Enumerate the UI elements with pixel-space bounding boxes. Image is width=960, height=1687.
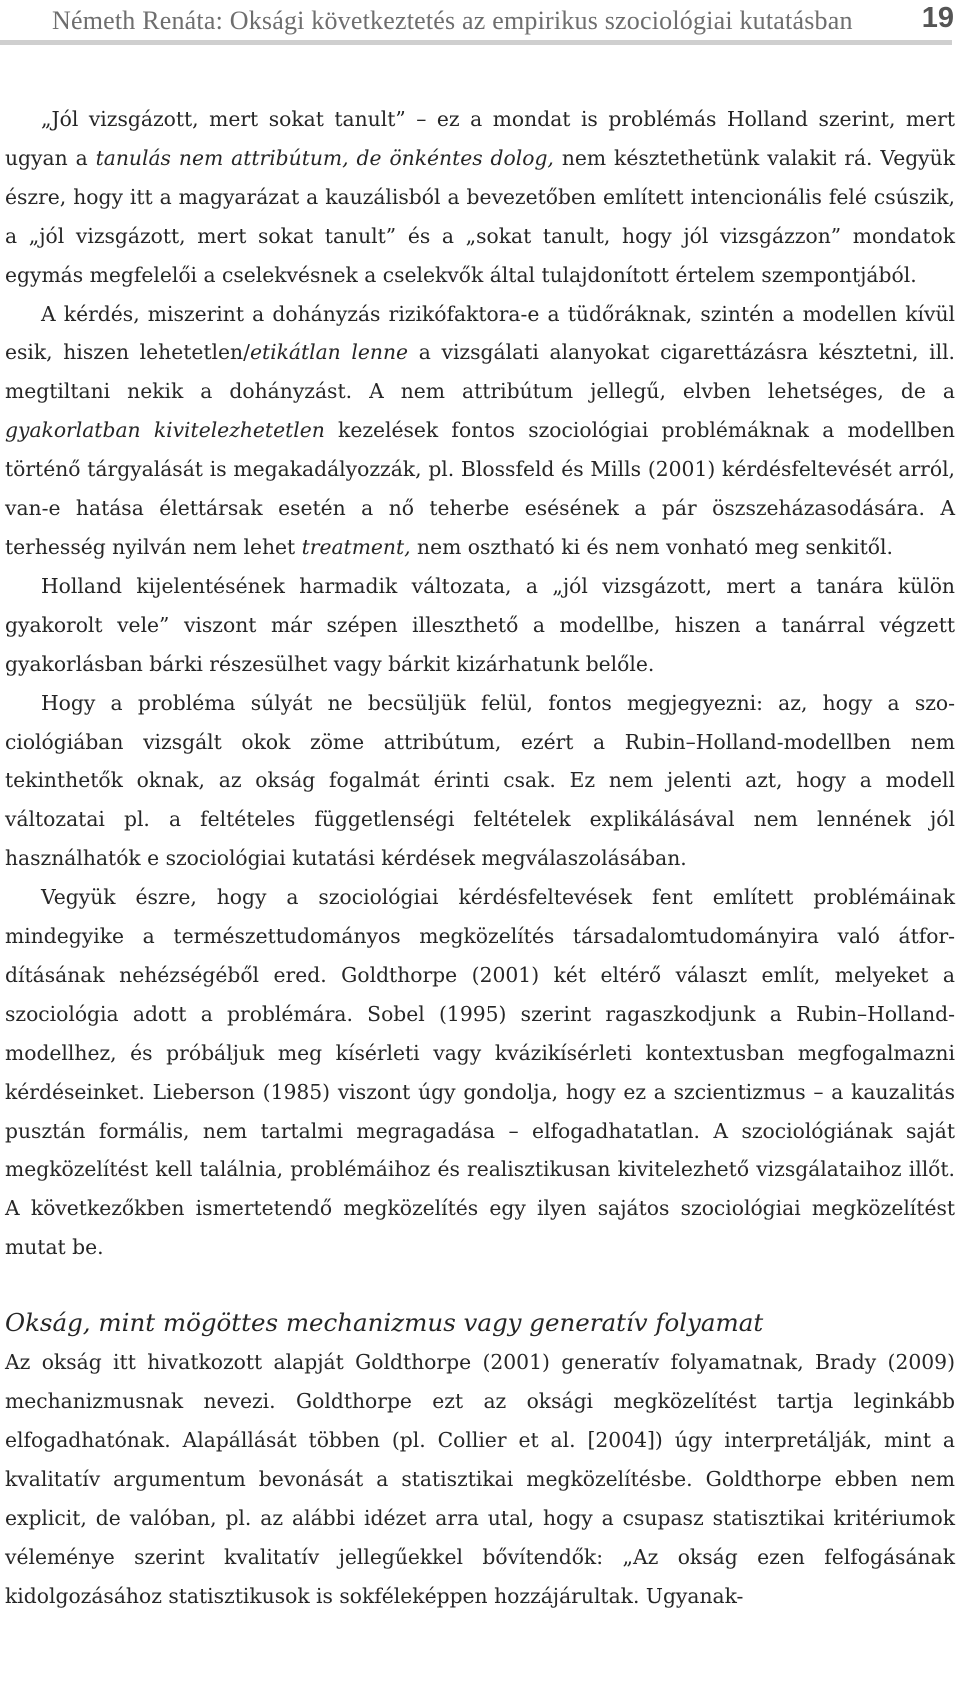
page-number: 19 <box>921 2 954 34</box>
header-title: Németh Renáta: Oksági következtetés az empirikus szociológiai kutatásban <box>52 6 853 35</box>
text-run: Holland kijelentésének harmadik változata, a „jól vizsgázott, mert a tanára külön gyakorolt vele” viszont már szépen illeszthető a modellbe, hiszen a tanárral végzett gyakorlásban bárki részesülhet vagy bárkit kizárhatunk belőle. <box>5 573 955 676</box>
section-paragraph: Az okság itt hivatkozott alapját Goldthorpe (2001) generatív folyamatnak, Brady (2009) mechanizmusnak nevezi. Goldthorpe ezt az oksági megközelítést tartja leginkább elfogadhatónak. Alapállását többen (pl. Collier et al. [2004]) úgy interpretálják, mint a kvalitatív argumentum bevonását a statisztikai megközelítésbe. Goldthorpe ebben nem explicit, de valóban, pl. az alábbi idézet arra utal, hogy a csupasz statisztikai kritériumok véleménye szerint kvalitatív jellegűekkel bővítendők: „Az okság ezen felfogásának kidolgozásához statisztikusok is sokféleképpen hozzájárultak. Ugyanak- <box>5 1350 955 1608</box>
italic-run: etikátlan lenne <box>249 340 409 365</box>
italic-run: gyakorlatban kivitelezhetetlen <box>5 418 325 443</box>
text-run: „Jól vizsgázott, mert sokat tanult” – ez a mondat is problémás Holland szerint, mert ugyan a <box>5 107 955 170</box>
paragraph <box>5 100 955 295</box>
text-run: nem késztethetünk valakit rá. Vegyük észre, hogy itt a magyarázat a kauzálisból a bevezetőben említett intencionális felé csúszik, a „jól vizsgázott, mert sokat tanult” és a „sokat tanult, hogy jól vizsgázzon” mondatok egymás megfelelői a cselekvésnek a cselekvők által tulajdonított értelem szempontjából. <box>5 145 955 287</box>
section-heading: Okság, mint mögöttes mechanizmus vagy generatív folyamat <box>5 1308 764 1338</box>
text-run: nem osztható ki és nem vonható meg senkitől. <box>410 534 893 559</box>
text-run: Vegyük észre, hogy a szociológiai kérdésfeltevések fent említett problémáinak mindegyike a természettudományos megközelítés társadalomtudományira való átfordításának nehézségéből ered. Goldthorpe (2001) két eltérő választ említ, melyeket a szociológia adott a problémára. Sobel (1995) szerint ragaszkodjunk a Rubin–Holland-modellhez, és próbáljuk meg kísérleti vagy kvázikísérleti kontextusban megfogalmazni kérdéseinket. Lieberson (1985) viszont úgy gondolja, hogy ez a szcientizmus – a kauzalitás pusztán formális, nem tartalmi megragadása – elfogadhatatlan. A szociológiának saját megközelítést kell találnia, problémáihoz és realisztikusan kivitelezhető vizsgálataihoz illőt. A következőkben ismertetendő megközelítés egy ilyen sajátos szociológiai megközelítést mutat be. <box>5 885 955 1260</box>
paragraph <box>5 684 955 879</box>
text-run: kezelések fontos szociológiai problémáknak a modellben történő tárgyalását is megakadályozzák, pl. Blossfeld és Mills (2001) kérdésfeltevését arról, van-e hatása élettársak esetén a nő teherbe esésének a pár öszszeházasodására. A terhesség nyilván nem lehet <box>5 418 955 559</box>
running-header <box>0 0 960 44</box>
paragraph <box>5 567 955 684</box>
italic-run: treatment, <box>301 534 411 559</box>
text-run: a vizsgálati alanyokat cigarettázásra késztetni, ill. megtiltani nekik a dohányzást. A nem attribútum jellegű, elvben lehetséges, de a <box>5 340 955 404</box>
body-text <box>5 100 955 1616</box>
header-divider <box>0 40 952 45</box>
paragraph <box>5 295 955 567</box>
text-run: Hogy a probléma súlyát ne becsüljük felül, fontos megjegyezni: az, hogy a szociológiában vizsgált okok zöme attribútum, ezért a Rubin–Holland-modellben nem tekinthetők oknak, az okság fogalmát érinti csak. Ez nem jelenti azt, hogy a modell változatai pl. a feltételes függetlenségi feltételek explikálásával nem lennének jól használhatók e szociológiai kutatási kérdések megválaszolásában. <box>5 690 955 871</box>
italic-run: tanulás nem attribútum, de önkéntes dolog, <box>95 145 554 170</box>
paragraph <box>5 878 955 1267</box>
text-run: A kérdés, miszerint a dohányzás rizikófaktora-e a tüdőráknak, szintén a modellen kívül esik, hiszen lehetetlen/ <box>5 301 955 365</box>
